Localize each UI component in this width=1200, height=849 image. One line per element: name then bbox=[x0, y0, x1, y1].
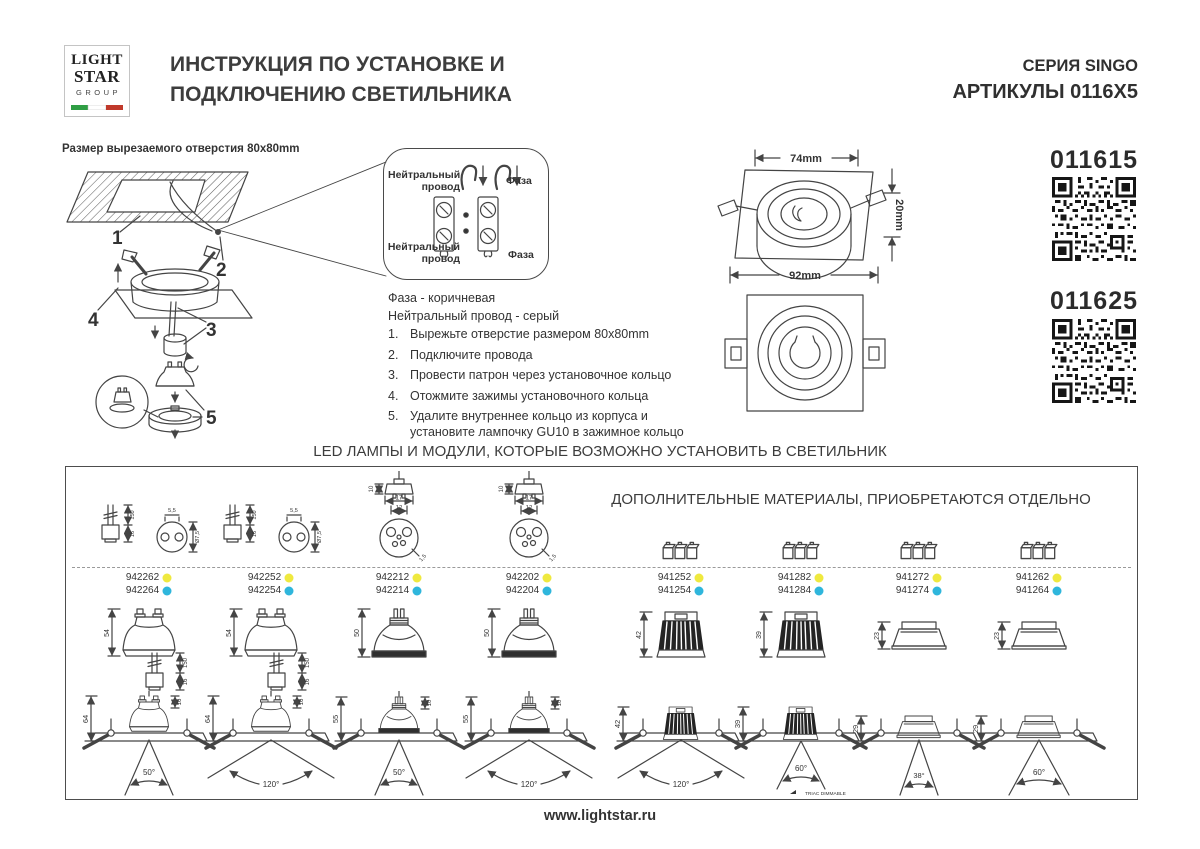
list-item: 2. Подключите провода bbox=[388, 347, 533, 362]
lamp-column-4 bbox=[462, 467, 596, 799]
warm-dot-icon bbox=[284, 573, 294, 583]
svg-text:55: 55 bbox=[331, 714, 340, 724]
svg-text:5,5: 5,5 bbox=[290, 508, 298, 514]
svg-text:29: 29 bbox=[851, 724, 860, 734]
list-item: 4. Отожмите зажимы установочного кольца bbox=[388, 388, 649, 403]
mr16-lamp-drawing bbox=[354, 603, 444, 665]
installed-fixture-drawing bbox=[971, 691, 1107, 799]
list-item: 1. Вырежьте отверстие размером 80x80mm bbox=[388, 327, 650, 341]
lamp-codes: 941252 941254 bbox=[614, 571, 748, 597]
logo-line3: GROUP bbox=[75, 88, 121, 97]
list-item: 5. Удалите внутреннее кольцо из корпуса и установите лампочку GU10 в зажимное кольцо bbox=[388, 409, 684, 439]
svg-text:23: 23 bbox=[994, 632, 1001, 640]
warm-dot-icon bbox=[412, 573, 422, 583]
lamp-column-2 bbox=[204, 467, 338, 799]
svg-text:16: 16 bbox=[252, 530, 258, 538]
cool-dot-icon bbox=[412, 586, 422, 596]
installed-fixture-drawing bbox=[331, 691, 467, 799]
lamp-codes: 941282 941284 bbox=[734, 571, 868, 597]
svg-text:150: 150 bbox=[305, 657, 311, 669]
phase-color-note: Фаза - коричневая bbox=[388, 291, 496, 305]
wiring-callout-lines bbox=[205, 150, 390, 290]
website-url: www.lightstar.ru bbox=[543, 808, 657, 824]
series-name: СЕРИЯ SINGO bbox=[1022, 57, 1138, 75]
svg-text:Ø7,5: Ø7,5 bbox=[317, 531, 323, 543]
step-marker-2: 2 bbox=[216, 260, 227, 281]
qr-code-2 bbox=[1052, 319, 1136, 403]
svg-text:10: 10 bbox=[369, 485, 375, 493]
svg-text:16: 16 bbox=[177, 698, 183, 706]
svg-text:120°: 120° bbox=[262, 780, 280, 789]
led-module-drawing bbox=[756, 607, 846, 663]
svg-text:120°: 120° bbox=[672, 780, 690, 789]
svg-text:12: 12 bbox=[525, 505, 533, 512]
svg-text:50: 50 bbox=[354, 629, 361, 637]
warm-dot-icon bbox=[694, 573, 704, 583]
neutral-wire-label-top: Нейтральный провод bbox=[388, 169, 461, 193]
lamp-codes: 941272 941274 bbox=[852, 571, 986, 597]
wire-connector-icon bbox=[661, 541, 701, 561]
cool-dot-icon bbox=[284, 586, 294, 596]
gu10-socket-icon bbox=[94, 503, 204, 565]
svg-text:39: 39 bbox=[733, 719, 742, 729]
svg-text:12: 12 bbox=[395, 505, 403, 512]
lightstar-logo bbox=[64, 45, 130, 117]
svg-text:5,5: 5,5 bbox=[168, 508, 176, 514]
mr16-lamp-drawing bbox=[484, 603, 574, 665]
svg-text:16: 16 bbox=[183, 678, 189, 686]
svg-text:150: 150 bbox=[130, 510, 136, 520]
fixture-dimensions-drawing bbox=[700, 142, 905, 432]
svg-text:10: 10 bbox=[557, 699, 563, 707]
step-marker-3: 3 bbox=[206, 320, 217, 341]
svg-text:50: 50 bbox=[484, 629, 491, 637]
svg-text:60°: 60° bbox=[1032, 768, 1046, 777]
step-marker-1: 1 bbox=[112, 228, 123, 249]
svg-text:16: 16 bbox=[130, 530, 136, 538]
cool-dot-icon bbox=[814, 586, 824, 596]
article-code-2: 011625 bbox=[1049, 287, 1138, 315]
qr-code-1 bbox=[1052, 177, 1136, 261]
lamp-column-1 bbox=[82, 467, 216, 799]
wire-connector-icon bbox=[781, 541, 821, 561]
wire-color-notes bbox=[388, 289, 559, 325]
neutral-color-note: Нейтральный провод - серый bbox=[388, 309, 560, 323]
svg-text:54: 54 bbox=[104, 629, 111, 637]
led-section-title: LED ЛАМПЫ И МОДУЛИ, КОТОРЫЕ ВОЗМОЖНО УСТАНОВИТЬ В СВЕТИЛЬНИК bbox=[313, 443, 887, 460]
svg-text:1,5: 1,5 bbox=[418, 553, 428, 563]
svg-text:42: 42 bbox=[636, 631, 643, 639]
cool-dot-icon bbox=[162, 586, 172, 596]
svg-text:42: 42 bbox=[613, 719, 622, 729]
lamp-codes: 942212 942214 bbox=[332, 571, 466, 597]
svg-text:120°: 120° bbox=[520, 780, 538, 789]
svg-text:64: 64 bbox=[81, 714, 90, 724]
dim-width-bottom: 92mm bbox=[789, 270, 821, 282]
wire-connector-icon bbox=[1019, 541, 1059, 561]
list-item: 3. Провести патрон через установочное кольцо bbox=[388, 368, 672, 382]
svg-text:10: 10 bbox=[499, 485, 505, 493]
lamp-column-7 bbox=[852, 467, 986, 799]
svg-text:64: 64 bbox=[203, 714, 212, 724]
title-line2: ПОДКЛЮЧЕНИЮ СВЕТИЛЬНИКА bbox=[170, 83, 512, 106]
cool-dot-icon bbox=[694, 586, 704, 596]
svg-text:60°: 60° bbox=[794, 764, 808, 773]
installed-fixture-drawing bbox=[461, 691, 597, 799]
cutout-size-label: Размер вырезаемого отверстия 80x80mm bbox=[62, 143, 300, 155]
installed-fixture-drawing bbox=[81, 691, 217, 799]
dim-width-top: 74mm bbox=[790, 153, 822, 165]
logo-line2: STAR bbox=[73, 67, 121, 86]
neutral-wire-label-bottom: Нейтральный провод bbox=[387, 241, 460, 265]
additional-materials-title: ДОПОЛНИТЕЛЬНЫЕ МАТЕРИАЛЫ, ПРИОБРЕТАЮТСЯ ОТДЕЛЬНО bbox=[611, 491, 1091, 508]
svg-text:16: 16 bbox=[305, 678, 311, 686]
gu10-socket-icon bbox=[216, 503, 326, 565]
phase-label-top: Фаза bbox=[506, 175, 532, 187]
led-module-drawing bbox=[636, 607, 726, 663]
lamp-column-3 bbox=[332, 467, 466, 799]
svg-text:Ø7,5: Ø7,5 bbox=[195, 531, 201, 543]
warm-dot-icon bbox=[542, 573, 552, 583]
led-downlight-drawing bbox=[994, 617, 1084, 657]
svg-text:1,5: 1,5 bbox=[548, 553, 558, 563]
step-marker-4: 4 bbox=[88, 310, 99, 331]
led-lamps-box bbox=[65, 466, 1138, 800]
svg-text:150: 150 bbox=[183, 657, 189, 669]
mr16-connector-icon bbox=[481, 471, 577, 563]
triac-note: TRIAC DIMMABLE bbox=[805, 792, 846, 797]
lamp-codes: 942262 942264 bbox=[82, 571, 216, 597]
lamp-codes: 941262 941264 bbox=[972, 571, 1106, 597]
warm-dot-icon bbox=[932, 573, 942, 583]
svg-text:10: 10 bbox=[427, 699, 433, 707]
wire-connector-icon bbox=[899, 541, 939, 561]
svg-text:55: 55 bbox=[461, 714, 470, 724]
warm-dot-icon bbox=[814, 573, 824, 583]
article-code-1: 011615 bbox=[1049, 146, 1138, 174]
installed-fixture-drawing bbox=[613, 691, 749, 799]
installed-fixture-drawing bbox=[733, 691, 869, 799]
phase-label-bottom: Фаза bbox=[508, 249, 534, 261]
step-marker-5: 5 bbox=[206, 408, 217, 429]
page-title bbox=[170, 50, 512, 110]
svg-text:50°: 50° bbox=[142, 768, 156, 777]
cool-dot-icon bbox=[542, 586, 552, 596]
cool-dot-icon bbox=[1052, 586, 1062, 596]
svg-text:39: 39 bbox=[756, 631, 763, 639]
svg-text:50°: 50° bbox=[392, 768, 406, 777]
svg-text:150: 150 bbox=[252, 510, 258, 520]
warm-dot-icon bbox=[1052, 573, 1062, 583]
instruction-list bbox=[388, 326, 690, 445]
svg-text:54: 54 bbox=[226, 629, 233, 637]
italy-flag-icon bbox=[71, 105, 123, 110]
series-articles: АРТИКУЛЫ 0116X5 bbox=[952, 81, 1138, 103]
cool-dot-icon bbox=[932, 586, 942, 596]
svg-text:17: 17 bbox=[525, 495, 533, 502]
title-line1: ИНСТРУКЦИЯ ПО УСТАНОВКЕ И bbox=[170, 53, 505, 76]
lamp-column-6 bbox=[734, 467, 868, 799]
lamp-codes: 942202 942204 bbox=[462, 571, 596, 597]
lamp-column-5 bbox=[614, 467, 748, 799]
svg-text:17: 17 bbox=[395, 495, 403, 502]
svg-text:38°: 38° bbox=[913, 771, 925, 780]
svg-text:23: 23 bbox=[874, 632, 881, 640]
dim-depth: 20mm bbox=[893, 199, 905, 231]
led-downlight-drawing bbox=[874, 617, 964, 657]
wiring-diagram-box bbox=[383, 148, 549, 280]
lamp-codes: 942252 942254 bbox=[204, 571, 338, 597]
svg-text:29: 29 bbox=[971, 724, 980, 734]
warm-dot-icon bbox=[162, 573, 172, 583]
installed-fixture-drawing bbox=[203, 691, 339, 799]
mr16-connector-icon bbox=[351, 471, 447, 563]
lamp-column-8 bbox=[972, 467, 1106, 799]
logo-line1: LIGHT bbox=[71, 52, 123, 68]
installed-fixture-drawing bbox=[851, 691, 987, 799]
series-block bbox=[952, 57, 1138, 104]
svg-text:16: 16 bbox=[299, 698, 305, 706]
